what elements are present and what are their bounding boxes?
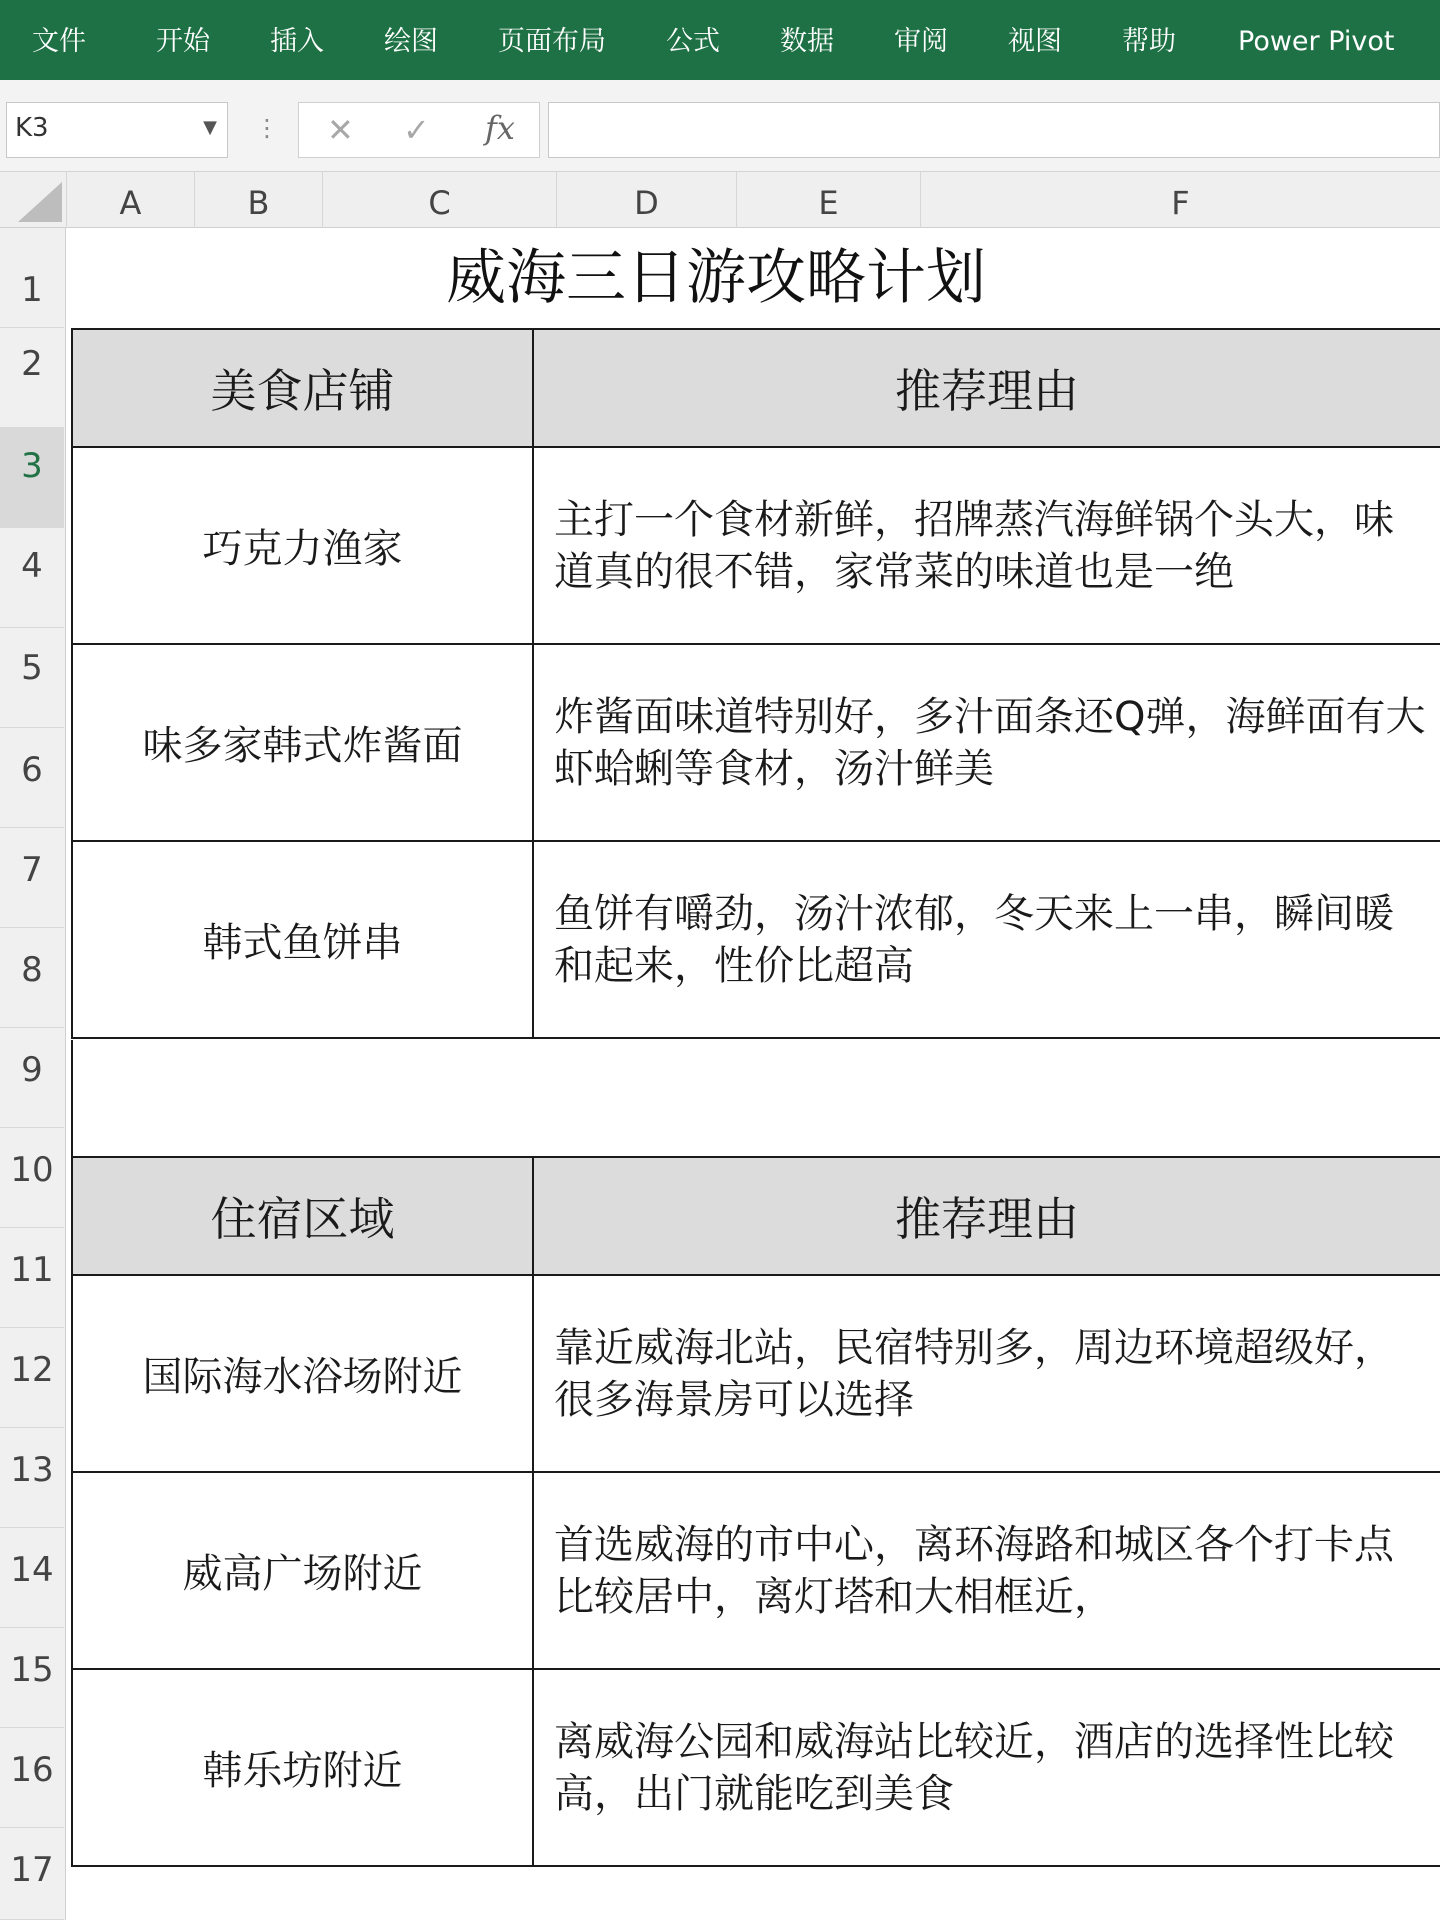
- row-header-15[interactable]: 15: [0, 1628, 64, 1728]
- row-header-3[interactable]: 3: [0, 428, 64, 528]
- shop-name-cell[interactable]: 味多家韩式炸酱面: [72, 644, 533, 841]
- tab-insert[interactable]: 插入: [270, 26, 324, 57]
- shop-name-cell[interactable]: 韩式鱼饼串: [72, 841, 533, 1038]
- table-row: [72, 1275, 1440, 1472]
- tab-data[interactable]: 数据: [780, 26, 834, 57]
- column-header-d[interactable]: D: [556, 172, 736, 228]
- header-cell-reason[interactable]: 推荐理由: [533, 1157, 1440, 1275]
- row-header-6[interactable]: 6: [0, 728, 64, 828]
- row-header-16[interactable]: 16: [0, 1728, 64, 1828]
- tab-page-layout[interactable]: 页面布局: [498, 26, 606, 57]
- reason-cell[interactable]: 离威海公园和威海站比较近，酒店的选择性比较高，出门就能吃到美食: [533, 1669, 1440, 1866]
- row-header-9[interactable]: 9: [0, 1028, 64, 1128]
- confirm-check-icon[interactable]: ✓: [403, 111, 430, 149]
- row-header-8[interactable]: 8: [0, 928, 64, 1028]
- row-header-7[interactable]: 7: [0, 828, 64, 928]
- sheet-title[interactable]: 威海三日游攻略计划: [446, 243, 986, 313]
- row-header-2[interactable]: 2: [0, 328, 64, 428]
- row-header-13[interactable]: 13: [0, 1428, 64, 1528]
- reason-cell[interactable]: 靠近威海北站，民宿特别多，周边环境超级好，很多海景房可以选择: [533, 1275, 1440, 1472]
- tab-formulas[interactable]: 公式: [666, 26, 720, 57]
- reason-cell[interactable]: 首选威海的市中心，离环海路和城区各个打卡点比较居中，离灯塔和大相框近，: [533, 1472, 1440, 1669]
- drag-handle-icon[interactable]: ⋮: [255, 114, 277, 142]
- tab-draw[interactable]: 绘图: [384, 26, 438, 57]
- column-header-e[interactable]: E: [736, 172, 920, 228]
- table-row: [72, 1669, 1440, 1866]
- name-box[interactable]: [6, 102, 228, 158]
- cancel-icon[interactable]: ✕: [327, 111, 354, 149]
- tab-review[interactable]: 审阅: [894, 26, 948, 57]
- column-header-b[interactable]: B: [194, 172, 322, 228]
- area-name-cell[interactable]: 韩乐坊附近: [72, 1669, 533, 1866]
- food-table: [71, 328, 1440, 1039]
- table-row: [72, 447, 1440, 644]
- accommodation-table: [71, 1156, 1440, 1867]
- table-row: [72, 841, 1440, 1038]
- row-header-5[interactable]: 5: [0, 628, 64, 728]
- tab-view[interactable]: 视图: [1008, 26, 1062, 57]
- column-header-f[interactable]: F: [920, 172, 1440, 228]
- table-row: [72, 644, 1440, 841]
- row-header-17[interactable]: 17: [0, 1828, 64, 1920]
- select-all-button[interactable]: [0, 172, 64, 228]
- area-name-cell[interactable]: 国际海水浴场附近: [72, 1275, 533, 1472]
- table-header-row: [72, 1157, 1440, 1275]
- shop-name-cell[interactable]: 巧克力渔家: [72, 447, 533, 644]
- header-cell-food-shop[interactable]: 美食店铺: [72, 329, 533, 447]
- column-header-a[interactable]: A: [66, 172, 194, 228]
- formula-input[interactable]: [548, 102, 1440, 158]
- reason-cell[interactable]: 主打一个食材新鲜，招牌蒸汽海鲜锅个头大，味道真的很不错，家常菜的味道也是一绝: [533, 447, 1440, 644]
- header-cell-stay-area[interactable]: 住宿区域: [72, 1157, 533, 1275]
- tab-file[interactable]: 文件: [32, 26, 86, 57]
- area-name-cell[interactable]: 威高广场附近: [72, 1472, 533, 1669]
- row-header-14[interactable]: 14: [0, 1528, 64, 1628]
- table-header-row: [72, 329, 1440, 447]
- row-header-11[interactable]: 11: [0, 1228, 64, 1328]
- insert-function-icon[interactable]: fx: [485, 109, 515, 147]
- row-header-12[interactable]: 12: [0, 1328, 64, 1428]
- row-header-1[interactable]: 1: [0, 228, 64, 328]
- row-header-10[interactable]: 10: [0, 1128, 64, 1228]
- name-box-value: K3: [15, 113, 49, 143]
- row-header-4[interactable]: 4: [0, 528, 64, 628]
- ribbon-menu-bar: [0, 0, 1440, 80]
- column-header-row: [0, 172, 1440, 228]
- column-header-c[interactable]: C: [322, 172, 556, 228]
- chevron-down-icon[interactable]: ▼: [203, 117, 217, 138]
- reason-cell[interactable]: 鱼饼有嚼劲，汤汁浓郁，冬天来上一串，瞬间暖和起来，性价比超高: [533, 841, 1440, 1038]
- header-cell-reason[interactable]: 推荐理由: [533, 329, 1440, 447]
- tab-power-pivot[interactable]: Power Pivot: [1238, 26, 1395, 57]
- row-header-column: [0, 228, 66, 1920]
- empty-row-gap[interactable]: [71, 1040, 1440, 1156]
- formula-bar: [0, 80, 1440, 172]
- reason-cell[interactable]: 炸酱面味道特别好，多汁面条还Q弹，海鲜面有大虾蛤蜊等食材，汤汁鲜美: [533, 644, 1440, 841]
- formula-buttons: [298, 102, 540, 158]
- tab-home[interactable]: 开始: [156, 26, 210, 57]
- select-all-triangle-icon: [18, 182, 62, 222]
- table-row: [72, 1472, 1440, 1669]
- tab-help[interactable]: 帮助: [1122, 26, 1176, 57]
